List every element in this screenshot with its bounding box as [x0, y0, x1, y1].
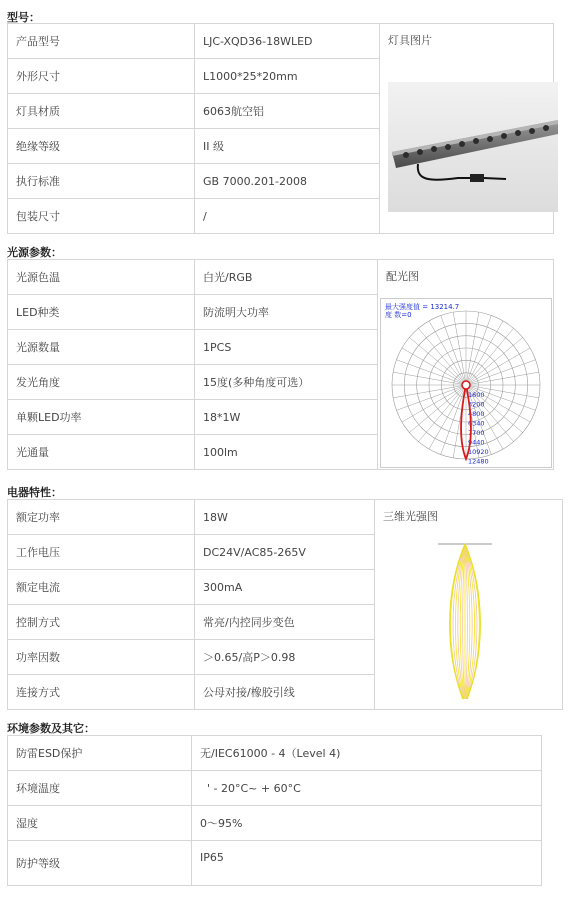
polar-distribution-diagram — [380, 298, 552, 468]
row-value: ' - 20°C~ + 60°C — [192, 771, 542, 806]
beam-3d-diagram — [380, 537, 550, 705]
table-row — [8, 24, 554, 59]
row-label: 额定功率 — [8, 500, 195, 535]
row-label: 连接方式 — [8, 675, 195, 710]
row-label: 发光角度 — [8, 365, 195, 400]
row-value: 常亮/内控同步变色 — [195, 605, 375, 640]
row-value: 无/IEC61000 - 4（Level 4) — [192, 736, 542, 771]
row-value: 1PCS — [195, 330, 378, 365]
fixture-photo — [388, 82, 558, 212]
table-row — [8, 500, 563, 535]
polar-scale-label: 12480 — [468, 457, 489, 466]
polar-scale-label: 4800 — [468, 410, 485, 418]
row-value: 白光/RGB — [195, 260, 378, 295]
row-value: 300mA — [195, 570, 375, 605]
polar-scale-label: 7700 — [468, 429, 485, 437]
row-label: 额定电流 — [8, 570, 195, 605]
section-title-light: 光源参数： — [7, 246, 62, 259]
row-value: 防流明大功率 — [195, 295, 378, 330]
row-label: 单颗LED功率 — [8, 400, 195, 435]
row-label: 包装尺寸 — [8, 199, 195, 234]
row-value: L1000*25*20mm — [195, 59, 380, 94]
beam-lines — [450, 544, 481, 699]
row-label: 灯具材质 — [8, 94, 195, 129]
table-row — [8, 806, 542, 841]
row-value: DC24V/AC85-265V — [195, 535, 375, 570]
table-row — [8, 260, 554, 295]
row-value: 18W — [195, 500, 375, 535]
image-label: 配光图 — [386, 270, 419, 283]
row-value: LJC-XQD36-18WLED — [195, 24, 380, 59]
row-label: 防护等级 — [8, 841, 192, 886]
row-value: II 级 — [195, 129, 380, 164]
row-label: 光源数量 — [8, 330, 195, 365]
row-value: 15度(多种角度可选） — [195, 365, 378, 400]
table-row — [8, 736, 542, 771]
table-row — [8, 771, 542, 806]
section-title-electrical: 电器特性： — [7, 486, 62, 499]
row-label: 产品型号 — [8, 24, 195, 59]
row-value: / — [195, 199, 380, 234]
row-label: LED种类 — [8, 295, 195, 330]
row-value: 0～95% — [192, 806, 542, 841]
row-label: 工作电压 — [8, 535, 195, 570]
polar-unit-text: 度 数=0 — [385, 311, 412, 319]
environment-table — [7, 735, 542, 886]
section-title-model: 型号： — [7, 11, 40, 24]
row-label: 绝缘等级 — [8, 129, 195, 164]
row-value: 18*1W — [195, 400, 378, 435]
row-value: 100lm — [195, 435, 378, 470]
row-label: 外形尺寸 — [8, 59, 195, 94]
row-label: 执行标准 — [8, 164, 195, 199]
polar-scale-label: 3200 — [468, 400, 485, 409]
polar-scale-label: 9440 — [468, 438, 485, 447]
row-value: IP65 — [192, 841, 542, 886]
row-label: 功率因数 — [8, 640, 195, 675]
polar-scale-label: 6340 — [468, 419, 485, 428]
section-title-environment: 环境参数及其它： — [7, 722, 95, 735]
row-value: ＞0.65/高P＞0.98 — [195, 640, 375, 675]
row-label: 湿度 — [8, 806, 192, 841]
image-label: 三维光强图 — [383, 510, 438, 523]
row-label: 环境温度 — [8, 771, 192, 806]
row-value: 公母对接/橡胶引线 — [195, 675, 375, 710]
row-label: 光通量 — [8, 435, 195, 470]
polar-max-text: 最大强度值 = 13214.7 — [385, 303, 460, 311]
polar-scale-label: 10920 — [468, 448, 489, 456]
polar-origin — [462, 381, 470, 389]
table-row — [8, 841, 542, 886]
row-label: 防雷ESD保护 — [8, 736, 192, 771]
row-value: GB 7000.201-2008 — [195, 164, 380, 199]
row-label: 控制方式 — [8, 605, 195, 640]
row-label: 光源色温 — [8, 260, 195, 295]
row-value: 6063航空铝 — [195, 94, 380, 129]
image-label: 灯具图片 — [388, 34, 432, 47]
polar-scale-label: 1600 — [468, 391, 485, 399]
